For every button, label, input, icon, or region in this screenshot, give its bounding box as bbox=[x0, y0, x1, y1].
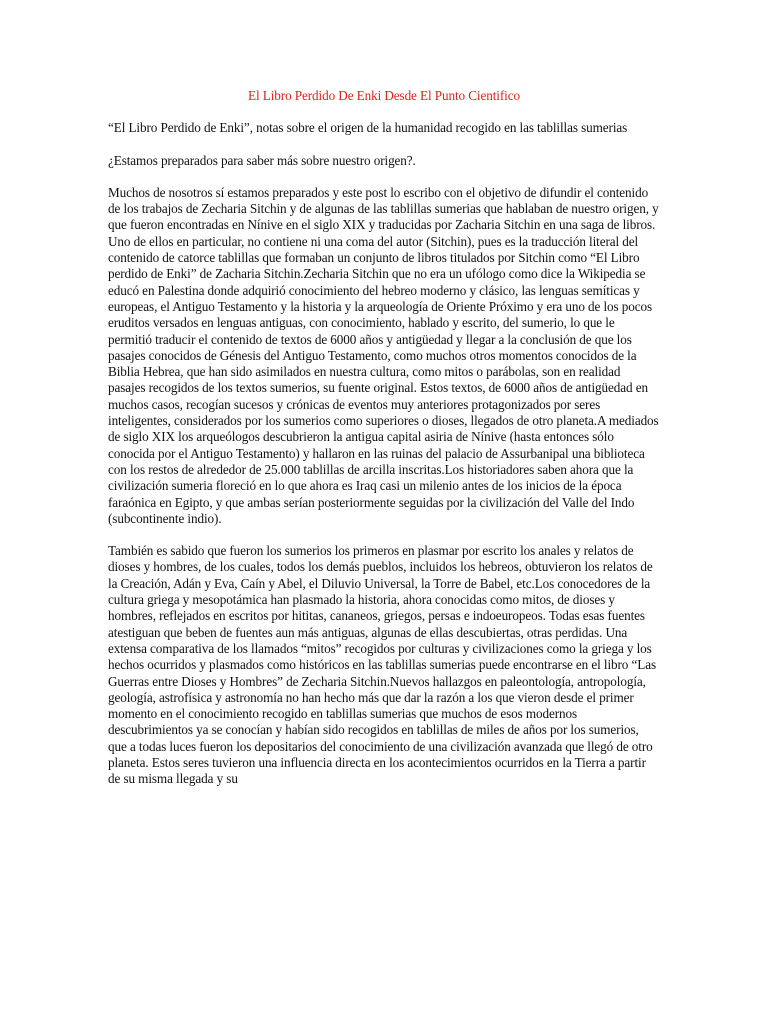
paragraph-subtitle: “El Libro Perdido de Enki”, notas sobre el origen de la humanidad recogido en las tablillas sumerias bbox=[108, 120, 628, 136]
document-body bbox=[108, 88, 660, 804]
document-title: El Libro Perdido De Enki Desde El Punto Cientifico bbox=[248, 88, 520, 103]
paragraph-question: ¿Estamos preparados para saber más sobre nuestro origen?. bbox=[108, 152, 416, 168]
paragraph-body-1: Muchos de nosotros sí estamos preparados y este post lo escribo con el objetivo de difundir el contenido de los trabajos de Zecharia Sitchin y de algunas de las tablillas sumerias que hablaban de nuestro origen, y que fueron encontradas en Nínive en el siglo XIX y traducidas por Zacharia Sitchin en una saga de libros. Uno de ellos en particular, no contiene ni una coma del autor (Sitchin), pues es la traducción literal del contenido de catorce tablillas que formaban un conjunto de libros titulados por Sitchin como “El Libro perdido de Enki” de Zacharia Sitchin.Zecharia Sitchin que no era un ufólogo como dice la Wikipedia se educó en Palestina donde adquirió conocimiento del hebreo moderno y clásico, las lenguas semíticas y europeas, el Antiguo Testamento y la historia y la arqueología de Oriente Próximo y era uno de los pocos eruditos versados en lenguas antiguas, con conocimiento, hablado y escrito, del sumerio, lo que le permitió traducir el contenido de textos de 6000 años y antigüedad y llegar a la conclusión de que los pasajes conocidos de Génesis del Antiguo Testamento, como muchos otros momentos conocidos de la Biblia Hebrea, que han sido asimilados en nuestra cultura, como mitos o parábolas, son en realidad pasajes recogidos de los textos sumerios, su fuente original. Estos textos, de 6000 años de antigüedad en muchos casos, recogían sucesos y crónicas de eventos muy anteriores protagonizados por seres inteligentes, considerados por los sumerios como superiores o dioses, llegados de otro planeta.A mediados de siglo XIX los arqueólogos descubrieron la antigua capital asiria de Nínive (hasta entonces sólo conocida por el Antiguo Testamento) y hallaron en las ruinas del palacio de Assurbanipal una biblioteca con los restos de alrededor de 25.000 tablillas de arcilla inscritas.Los historiadores saben ahora que la civilización sumeria floreció en lo que ahora es Iraq casi un milenio antes de los inicios de la época faraónica en Egipto, y que ambas serían posteriormente seguidas por la civilización del Valle del Indo (subcontinente indio). bbox=[108, 184, 659, 526]
paragraph-body-2: También es sabido que fueron los sumerios los primeros en plasmar por escrito los anales y relatos de dioses y hombres, de los cuales, todos los demás pueblos, incluidos los hebreos, obtuvieron los relatos de la Creación, Adán y Eva, Caín y Abel, el Diluvio Universal, la Torre de Babel, etc.Los conocedores de la cultura griega y mesopotámica han plasmado la historia, ahora conocidas como mitos, de dioses y hombres, reflejados en escritos por hititas, cananeos, griegos, persas e indoeuropeos. Todas esas fuentes atestiguan que beben de fuentes aun más antiguas, algunas de ellas descubiertas, otras perdidas. Una extensa comparativa de los llamados “mitos” recogidos por culturas y civilizaciones como la griega y los hechos ocurridos y plasmados como históricos en las tablillas sumerias puede encontrarse en el libro “Las Guerras entre Dioses y Hombres” de Zecharia Sitchin.Nuevos hallazgos en paleontología, antropología, geología, astrofísica y astronomía no han hecho más que dar la razón a los que vieron desde el primer momento en el conocimiento recogido en tablillas sumerias que muchos de esos modernos descubrimientos ya se conocían y habían sido recogidos en tablillas de miles de años por los sumerios, que a todas luces fueron los depositarios del conocimiento de una civilización avanzada que llegó de otro planeta. Estos seres tuvieron una influencia directa en los acontecimientos ocurridos en la Tierra a partir de su misma llegada y su bbox=[108, 543, 656, 787]
